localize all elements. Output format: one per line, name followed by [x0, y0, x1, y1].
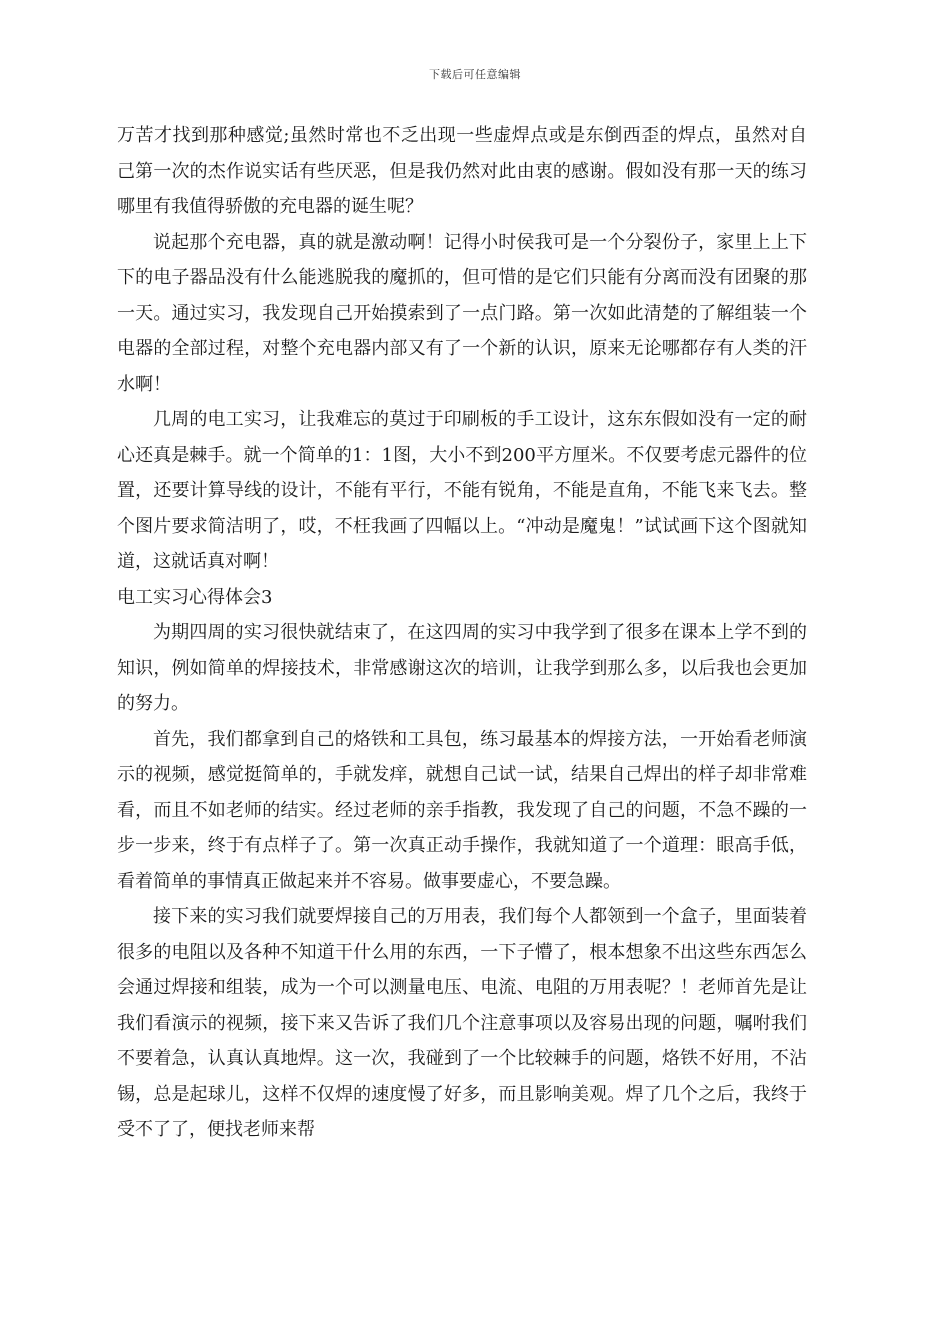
paragraph-multimeter: 接下来的实习我们就要焊接自己的万用表，我们每个人都领到一个盒子，里面装着很多的电阻以及各种不知道干什么用的东西，一下子懵了，根本想象不出这些东西怎么会通过焊接和组装，成为一个可以测量电压、电流、电阻的万用表呢？！老师首先是让我们看演示的视频，接下来又告诉了我们几个注意事项以及容易出现的问题，嘱咐我们不要着急，认真认真地焊。这一次，我碰到了一个比较棘手的问题，烙铁不好用，不沾锡，总是起球儿，这样不仅焊的速度慢了好多，而且影响美观。焊了几个之后，我终于受不了了，便找老师来帮: [117, 906, 807, 1140]
page-header: 下载后可任意编辑: [429, 68, 521, 81]
paragraph-continuation: 万苦才找到那种感觉;虽然时常也不乏出现一些虚焊点或是东倒西歪的焊点，虽然对自己第一次的杰作说实话有些厌恶，但是我仍然对此由衷的感谢。假如没有那一天的练习哪里有我值得骄傲的充电器的诞生呢？: [117, 125, 807, 217]
paragraph-soldering-practice: 首先，我们都拿到自己的烙铁和工具包，练习最基本的焊接方法，一开始看老师演示的视频，感觉挺简单的，手就发痒，就想自己试一试，结果自己焊出的样子却非常难看，而且不如老师的结实。经过老师的亲手指教，我发现了自己的问题，不急不躁的一步一步来，终于有点样子了。第一次真正动手操作，我就知道了一个道理：眼高手低，看着简单的事情真正做起来并不容易。做事要虚心，不要急躁。: [117, 728, 807, 892]
paragraph-charger: 说起那个充电器，真的就是激动啊！记得小时侯我可是一个分裂份子，家里上上下下的电子器品没有什么能逃脱我的魔抓的，但可惜的是它们只能有分离而没有团聚的那一天。通过实习，我发现自己开始摸索到了一点门路。第一次如此清楚的了解组装一个电器的全部过程，对整个充电器内部又有了一个新的认识，原来无论哪都存有人类的汗水啊！: [117, 231, 807, 395]
paragraph-pcb-design: 几周的电工实习，让我难忘的莫过于印刷板的手工设计，这东东假如没有一定的耐心还真是棘手。就一个简单的1：1图，大小不到200平方厘米。不仅要考虑元器件的位置，还要计算导线的设计，不能有平行，不能有锐角，不能是直角，不能飞来飞去。整个图片要求简洁明了，哎，不枉我画了四幅以上。“冲动是魔鬼！”试试画下这个图就知道，这就话真对啊！: [117, 409, 807, 572]
paragraph-intro: 为期四周的实习很快就结束了，在这四周的实习中我学到了很多在课本上学不到的知识，例如简单的焊接技术，非常感谢这次的培训，让我学到那么多，以后我也会更加的努力。: [117, 622, 807, 714]
document-body: [117, 118, 807, 1148]
section-heading: 电工实习心得体会3: [117, 586, 273, 608]
